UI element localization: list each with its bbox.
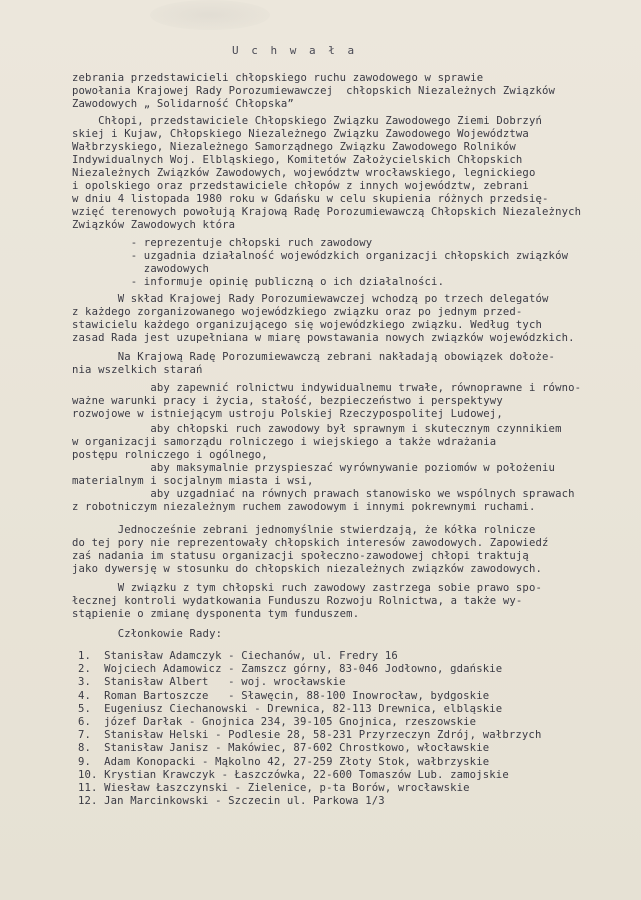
- body-line: nia wszelkich starań: [72, 364, 203, 376]
- body-line: W związku z tym chłopski ruch zawodowy zastrzega sobie prawo spo-: [72, 582, 543, 594]
- member-row: 1. Stanisław Adamczyk - Ciechanów, ul. Fredry 16: [78, 650, 398, 662]
- body-line: stąpienie o zmianę dysponenta tym funduszem.: [72, 608, 360, 620]
- body-line: Na Krajową Radę Porozumiewawczą zebrani nakładają obowiązek dołoże-: [72, 351, 556, 363]
- body-line: materialnym i socjalnym miasta i wsi,: [72, 475, 314, 487]
- body-line: aby chłopski ruch zawodowy był sprawnym i skutecznym czynnikiem: [72, 423, 562, 435]
- body-line: aby maksymalnie przyspieszać wyrównywanie poziomów w położeniu: [72, 462, 556, 474]
- member-row: 3. Stanisław Albert - woj. wrocławskie: [78, 676, 346, 689]
- body-line: łecznej kontroli wydatkowania Funduszu Rozwoju Rolnictwa, a także wy-: [72, 595, 523, 607]
- body-line: rozwojowe w istniejącym ustroju Polskiej Rzeczypospolitej Ludowej,: [72, 408, 503, 420]
- body-line: aby uzgadniać na równych prawach stanowisko we wspólnych sprawach: [72, 488, 575, 500]
- member-row: 10. Krystian Krawczyk - Łaszczówka, 22-600 Tomaszów Lub. zamojskie: [78, 768, 509, 781]
- member-row: 9. Adam Konopacki - Mąkolno 42, 27-259 Złoty Stok, wałbrzyskie: [78, 755, 490, 768]
- body-line: jako dywersję w stosunku do chłopskich niezależnych związków zawodowych.: [72, 563, 543, 575]
- member-row: 7. Stanisław Helski - Podlesie 28, 58-231 Przyrzeczyn Zdrój, wałbrzych: [78, 729, 542, 742]
- member-row: 6. józef Darłak - Gnojnica 234, 39-105 Gnojnica, rzeszowskie: [78, 716, 477, 728]
- body-line: Związków Zawodowych która: [72, 219, 236, 231]
- body-line: w dniu 4 listopada 1980 roku w Gdańsku w celu skupienia różnych przedsię-: [72, 193, 549, 205]
- body-line: Chłopi, przedstawiciele Chłopskiego Związku Zawodowego Ziemi Dobrzyń: [72, 115, 543, 127]
- body-line: - informuje opinię publiczną o ich działalności.: [72, 276, 445, 288]
- body-line: do tej pory nie reprezentowały chłopskich interesów zawodowych. Zapowiedź: [72, 537, 549, 549]
- body-line: zasad Rada jest uzupełniana w miarę powstawania nowych związków wojewódzkich.: [72, 332, 575, 344]
- body-line: Zawodowych „ Solidarność Chłopska”: [72, 98, 294, 110]
- body-line: Niezależnych Związków Zawodowych, województw wrocławskiego, legnickiego: [72, 167, 536, 179]
- member-row: 5. Eugeniusz Ciechanowski - Drewnica, 82-113 Drewnica, elbląskie: [78, 702, 503, 715]
- body-line: ważne warunki pracy i życia, stałość, bezpieczeństwo i perspektywy: [72, 395, 503, 407]
- member-row: 2. Wojciech Adamowicz - Zamszcz górny, 83-046 Jodłowno, gdańskie: [78, 663, 503, 676]
- body-line: zaś nadania im statusu organizacji społeczno-zawodowej chłopi traktują: [72, 550, 529, 562]
- body-line: aby zapewnić rolnictwu indywidualnemu trwałe, równoprawne i równo-: [72, 382, 582, 394]
- member-row: 8. Stanisław Janisz - Makówiec, 87-602 Chrostkowo, włocławskie: [78, 742, 490, 755]
- body-line: zawodowych: [72, 263, 210, 275]
- body-line: wzięć terenowych powołują Krajową Radę Porozumiewawczą Chłopskich Niezależnych: [72, 206, 582, 218]
- document-title: U c h w a ł a: [232, 44, 358, 57]
- body-line: - reprezentuje chłopski ruch zawodowy: [72, 237, 373, 249]
- body-line: stawicielu każdego organizującego się wojewódzkiego związku. Według tych: [72, 319, 543, 331]
- body-line: zebrania przedstawicieli chłopskiego ruchu zawodowego w sprawie: [72, 72, 484, 84]
- body-line: Jednocześnie zebrani jednomyślnie stwierdzają, że kółka rolnicze: [72, 524, 536, 536]
- member-row: 4. Roman Bartoszcze - Sławęcin, 88-100 Inowrocław, bydgoskie: [78, 689, 490, 702]
- body-line: i opolskiego oraz przedstawiciele chłopów z innych województw, zebrani: [72, 180, 529, 192]
- member-row: 12. Jan Marcinkowski - Szczecin ul. Parkowa 1/3: [78, 795, 385, 808]
- body-line: Wałbrzyskiego, Niezależnego Samorządnego Związku Zawodowego Rolników: [72, 141, 516, 153]
- body-line: - uzgadnia działalność wojewódzkich organizacji chłopskich związków: [72, 250, 569, 262]
- stamp-smudge: [150, 0, 270, 30]
- body-line: skiej i Kujaw, Chłopskiego Niezależnego Związku Zawodowego Województwa: [72, 128, 529, 140]
- body-line: z robotniczym niezależnym ruchem zawodowym i innymi pokrewnymi ruchami.: [72, 501, 536, 513]
- body-line: z każdego zorganizowanego wojewódzkiego związku oraz po jednym przed-: [72, 306, 523, 318]
- body-line: powołania Krajowej Rady Porozumiewawczej chłopskich Niezależnych Związków: [72, 85, 556, 97]
- body-line: W skład Krajowej Rady Porozumiewawczej wchodzą po trzech delegatów: [72, 293, 549, 305]
- body-line: Indywidualnych Woj. Elbląskiego, Komitetów Założycielskich Chłopskich: [72, 154, 523, 166]
- body-line: postępu rolniczego i ogólnego,: [72, 449, 268, 461]
- body-line: Członkowie Rady:: [72, 628, 223, 640]
- member-row: 11. Wiesław Łaszczynski - Zielenice, p-ta Borów, wrocławskie: [78, 782, 470, 794]
- body-line: w organizacji samorządu rolniczego i wiejskiego a także wdrażania: [72, 436, 497, 448]
